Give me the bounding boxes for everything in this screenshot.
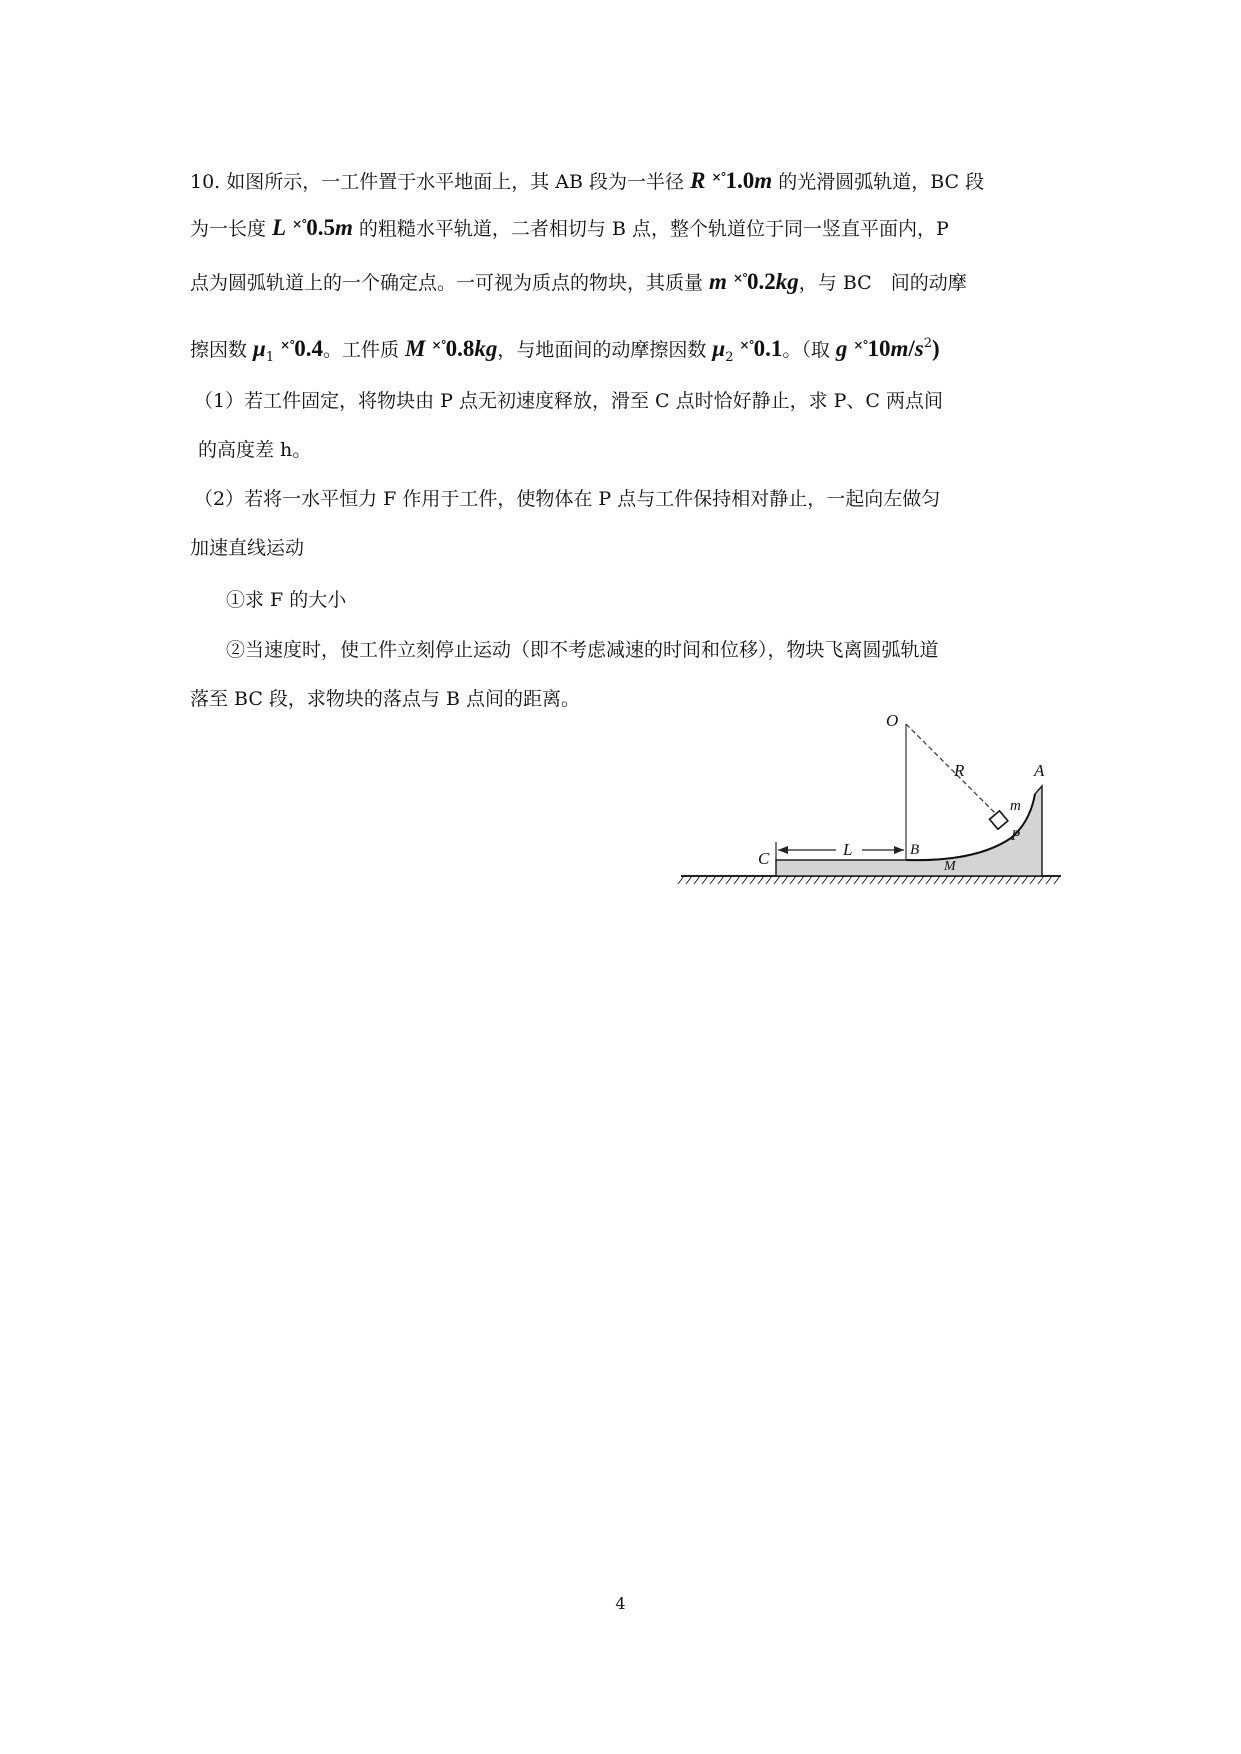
label-R: R xyxy=(954,761,965,780)
arrowhead-left xyxy=(778,846,788,854)
problem-line-3 xyxy=(190,264,967,297)
hatch-mark xyxy=(1038,876,1044,884)
var-g: g xyxy=(835,336,848,361)
hatch-mark xyxy=(1046,876,1052,884)
hatch-mark xyxy=(726,876,732,884)
hatch-mark xyxy=(854,876,860,884)
label-B: B xyxy=(910,842,920,858)
unit-slash: / xyxy=(908,336,915,361)
ground-hatching xyxy=(678,876,1061,884)
hatch-mark xyxy=(782,876,788,884)
hatch-mark xyxy=(1006,876,1012,884)
hatch-mark xyxy=(918,876,924,884)
label-L: L xyxy=(843,840,853,859)
question-1-line-1: （1）若工件固定，将物块由 P 点无初速度释放，滑至 C 点时恰好静止，求 P、C 两点间 xyxy=(194,390,943,412)
hatch-mark xyxy=(934,876,940,884)
question-2-line-1: （2）若将一水平恒力 F 作用于工件，使物体在 P 点与工件保持相对静止，一起向左做匀 xyxy=(194,488,941,510)
hatch-mark xyxy=(870,876,876,884)
hatch-mark xyxy=(878,876,884,884)
problem-line-4 xyxy=(190,330,940,372)
label-A: A xyxy=(1034,761,1045,780)
unit: m xyxy=(334,215,353,240)
subscript: 2 xyxy=(725,350,734,365)
hatch-mark xyxy=(846,876,852,884)
hatch-mark xyxy=(1030,876,1036,884)
hatch-mark xyxy=(774,876,780,884)
hatch-mark xyxy=(686,876,692,884)
text: ) xyxy=(932,336,940,361)
hatch-mark xyxy=(1054,876,1060,884)
hatch-mark xyxy=(862,876,868,884)
label-M: M xyxy=(944,859,956,874)
equals-glyph: ×° xyxy=(732,271,748,285)
text: 擦因数 xyxy=(190,339,254,361)
hatch-mark xyxy=(1022,876,1028,884)
text: 的光滑圆弧轨道，BC 段 xyxy=(772,171,985,193)
hatch-mark xyxy=(990,876,996,884)
hatch-mark xyxy=(734,876,740,884)
problem-line-2 xyxy=(190,210,949,243)
block-m xyxy=(990,811,1008,829)
value-M: 0.8 xyxy=(445,336,475,361)
hatch-mark xyxy=(758,876,764,884)
value-R: 1.0 xyxy=(725,168,755,193)
text: 为一长度 xyxy=(190,218,273,240)
label-P: P xyxy=(1011,828,1021,844)
var-mu1: μ xyxy=(253,336,266,361)
question-2-sub-2-line-2: 落至 BC 段，求物块的落点与 B 点间的距离。 xyxy=(190,688,580,710)
hatch-mark xyxy=(678,876,684,884)
question-2-sub-1: ①求 F 的大小 xyxy=(226,589,347,611)
equals-glyph: ×° xyxy=(431,338,446,352)
hatch-mark xyxy=(998,876,1004,884)
equals-glyph: ×° xyxy=(853,338,868,352)
radius-line-R xyxy=(906,724,1000,818)
hatch-mark xyxy=(958,876,964,884)
workpiece-body xyxy=(776,786,1042,876)
hatch-mark xyxy=(830,876,836,884)
var-mu2: μ xyxy=(712,336,726,361)
value-g: 10 xyxy=(867,336,891,361)
var-m: m xyxy=(709,269,727,294)
question-2-sub-2-line-1: ②当速度时，使工件立刻停止运动（即不考虑减速的时间和位移），物块飞离圆弧轨道 xyxy=(226,639,939,661)
equals-glyph: ×° xyxy=(711,170,726,184)
hatch-mark xyxy=(1014,876,1020,884)
arrowhead-right xyxy=(894,846,904,854)
text: 点为圆弧轨道上的一个确定点。一可视为质点的物块，其质量 xyxy=(190,272,710,294)
unit: kg xyxy=(775,269,799,294)
problem-line-1 xyxy=(190,163,984,196)
text: ，与地面间的动摩擦因数 xyxy=(497,339,713,361)
value-m: 0.2 xyxy=(747,269,776,294)
question-2-line-2: 加速直线运动 xyxy=(190,537,305,559)
hatch-mark xyxy=(766,876,772,884)
label-O: O xyxy=(886,712,899,730)
unit: m xyxy=(890,336,909,361)
hatch-mark xyxy=(982,876,988,884)
hatch-mark xyxy=(702,876,708,884)
hatch-mark xyxy=(790,876,796,884)
track-diagram xyxy=(676,712,1066,892)
hatch-mark xyxy=(894,876,900,884)
unit: kg xyxy=(474,336,498,361)
hatch-mark xyxy=(798,876,804,884)
unit: s xyxy=(914,336,924,361)
hatch-mark xyxy=(806,876,812,884)
label-m: m xyxy=(1010,798,1021,814)
hatch-mark xyxy=(718,876,724,884)
hatch-mark xyxy=(838,876,844,884)
hatch-mark xyxy=(950,876,956,884)
label-C: C xyxy=(758,849,770,868)
hatch-mark xyxy=(822,876,828,884)
hatch-mark xyxy=(902,876,908,884)
var-L: L xyxy=(272,215,287,240)
hatch-mark xyxy=(942,876,948,884)
hatch-mark xyxy=(750,876,756,884)
value-L: 0.5 xyxy=(306,215,335,240)
var-M: M xyxy=(405,336,426,361)
hatch-mark xyxy=(966,876,972,884)
hatch-mark xyxy=(694,876,700,884)
hatch-mark xyxy=(886,876,892,884)
var-R: R xyxy=(690,168,706,193)
text: 。工件质 xyxy=(322,339,406,361)
equals-glyph: ×° xyxy=(280,338,295,352)
subscript: 1 xyxy=(265,350,275,365)
unit: m xyxy=(754,168,773,193)
hatch-mark xyxy=(742,876,748,884)
hatch-mark xyxy=(814,876,820,884)
text: ，与 BC 间的动摩 xyxy=(798,272,967,294)
hatch-mark xyxy=(926,876,932,884)
question-1-line-2: 的高度差 h。 xyxy=(198,439,312,461)
superscript: 2 xyxy=(923,336,932,351)
equals-glyph: ×° xyxy=(739,338,754,352)
page-number: 4 xyxy=(615,1594,626,1613)
hatch-mark xyxy=(710,876,716,884)
text: 。（取 xyxy=(782,339,836,361)
hatch-mark xyxy=(910,876,916,884)
equals-glyph: ×° xyxy=(292,217,307,231)
hatch-mark xyxy=(974,876,980,884)
value-mu1: 0.4 xyxy=(294,336,323,361)
text: 10. 如图所示，一工件置于水平地面上，其 AB 段为一半径 xyxy=(190,171,691,193)
text: 的粗糙水平轨道，二者相切与 B 点，整个轨道位于同一竖直平面内，P xyxy=(352,218,949,240)
value-mu2: 0.1 xyxy=(753,336,783,361)
